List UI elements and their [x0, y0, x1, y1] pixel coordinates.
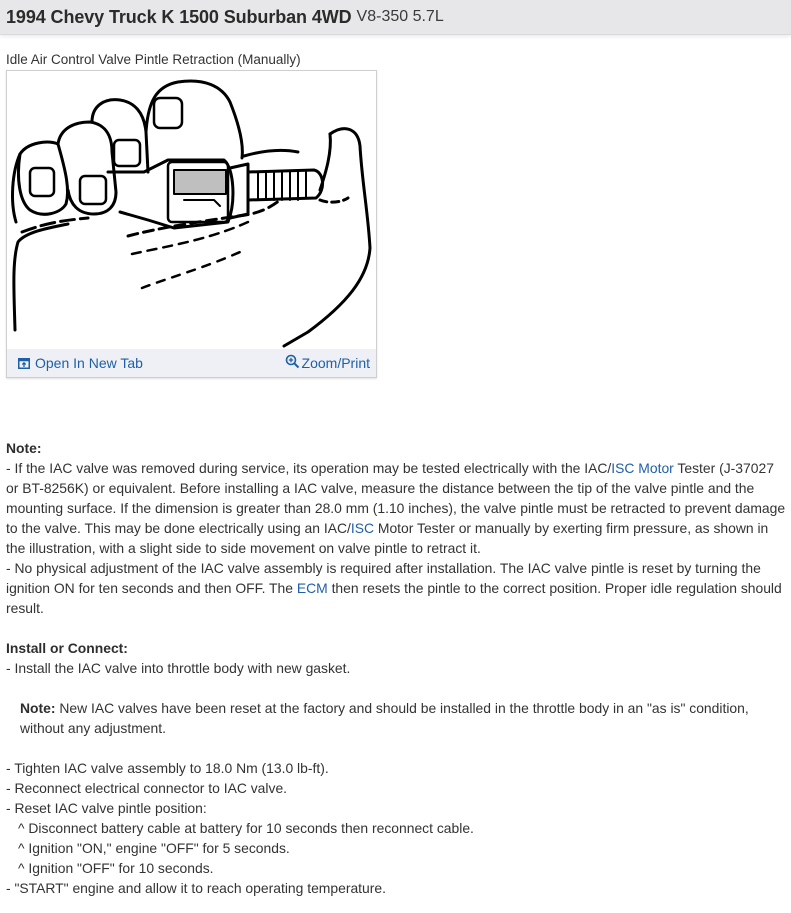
note-text: - If the IAC valve was removed during service, its operation may be tested electrically with the IAC/ — [6, 460, 612, 476]
zoom-print-label: Zoom/Print — [301, 355, 370, 371]
figure-caption: Idle Air Control Valve Pintle Retraction (Manually) — [6, 52, 301, 67]
figure-box — [6, 70, 377, 378]
install-step: - Reset IAC valve pintle position: — [6, 800, 207, 816]
magnifier-plus-icon — [285, 354, 300, 369]
inline-note-label: Note: — [20, 700, 56, 716]
install-substep: ^ Ignition "ON," engine "OFF" for 5 seconds. — [18, 840, 290, 856]
install-step: - "START" engine and allow it to reach operating temperature. — [6, 880, 386, 896]
open-in-new-tab-link[interactable] — [18, 355, 143, 371]
ecm-link[interactable]: ECM — [296, 580, 328, 596]
note-paragraph-2 — [6, 558, 786, 618]
install-substep: ^ Disconnect battery cable at battery for 10 seconds then reconnect cable. — [18, 820, 474, 836]
isc-link[interactable]: ISC — [350, 520, 375, 536]
note-heading: Note: — [6, 440, 42, 456]
isc-motor-link[interactable]: ISC Motor — [611, 460, 674, 476]
note-paragraph-1 — [6, 458, 786, 558]
procedure-content — [6, 438, 786, 898]
zoom-print-link[interactable] — [285, 355, 370, 371]
install-step: - Reconnect electrical connector to IAC valve. — [6, 780, 288, 796]
page-header — [0, 0, 791, 35]
figure-footer — [7, 349, 376, 377]
engine-spec: V8-350 5.7L — [356, 8, 444, 25]
note-text: - No physical adjustment of the IAC valve assembly is required after installation. The IAC valve pintle is reset by turning the ignition ON for ten seconds and then OFF. The — [6, 560, 761, 596]
note-text: then resets the pintle to the correct position. Proper idle regulation should result. — [6, 580, 782, 616]
note-text: Motor Tester or manually by exerting firm pressure, as shown in the illustration, with a slight side to side movement on valve pintle to retract it. — [6, 520, 769, 556]
install-substep: ^ Ignition "OFF" for 10 seconds. — [18, 860, 214, 876]
iac-pintle-illustration[interactable] — [8, 72, 375, 349]
inline-note-text: New IAC valves have been reset at the factory and should be installed in the throttle body in an "as is" condition, without any adjustment. — [20, 700, 749, 736]
open-in-new-tab-label: Open In New Tab — [35, 355, 143, 371]
install-step: - Tighten IAC valve assembly to 18.0 Nm (13.0 lb-ft). — [6, 760, 329, 776]
note-text: Tester (J-37027 or BT-8256K) or equivalent. Before installing a IAC valve, measure the distance between the tip of the valve pintle and the mounting surface. If the dimension is greater than 28.0 mm (1.10 inches), the valve pintle must be retracted to prevent damage to the valve. This may be done electrically using an IAC/ — [6, 460, 786, 536]
install-heading: Install or Connect: — [6, 640, 128, 656]
open-in-new-tab-icon — [18, 358, 30, 369]
install-step: - Install the IAC valve into throttle body with new gasket. — [6, 660, 351, 676]
vehicle-title: 1994 Chevy Truck K 1500 Suburban 4WD — [6, 6, 352, 27]
inline-note — [6, 698, 786, 738]
